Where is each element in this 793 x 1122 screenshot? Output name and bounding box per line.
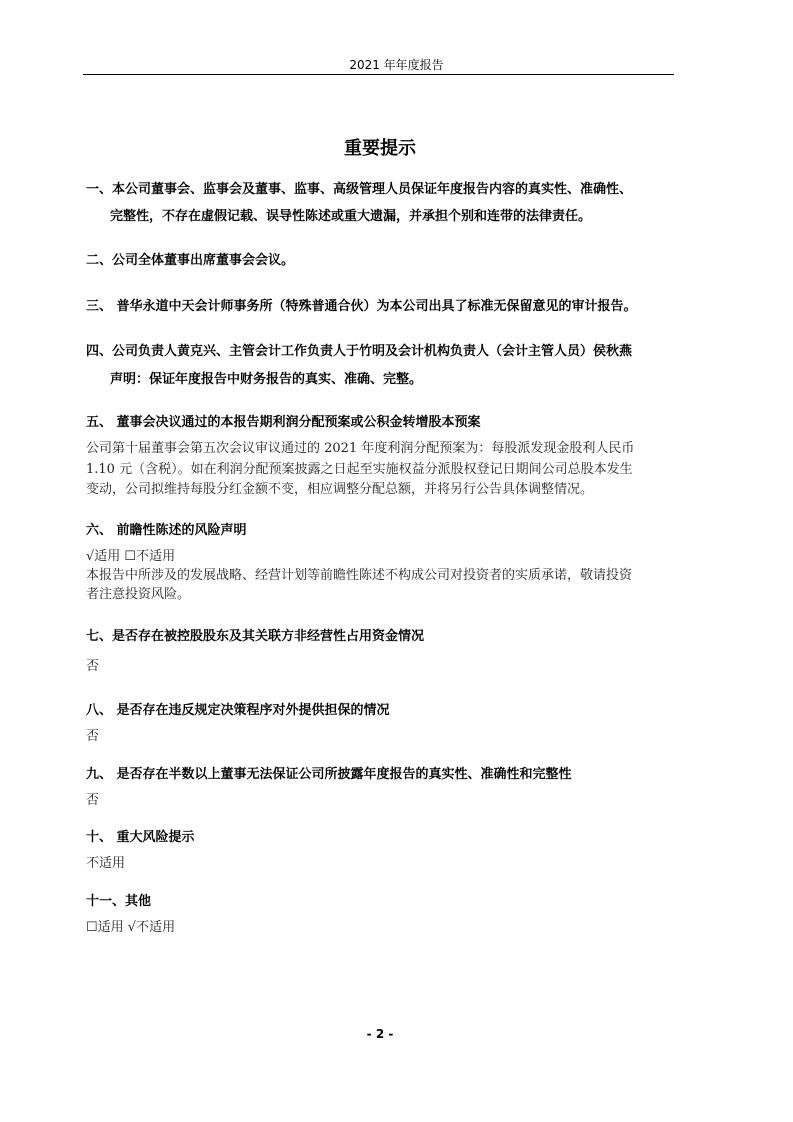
section-4-line-2: 声明：保证年度报告中财务报告的真实、准确、完整。 xyxy=(110,372,423,387)
section-8-heading: 八、 是否存在违反规定决策程序对外提供担保的情况 xyxy=(86,703,390,718)
section-8-answer: 否 xyxy=(86,729,100,744)
section-5-heading: 五、 董事会决议通过的本报告期利润分配预案或公积金转增股本预案 xyxy=(86,415,481,430)
section-2-text: 二、公司全体董事出席董事会会议。 xyxy=(86,253,295,268)
section-3-text: 三、 普华永道中天会计师事务所（特殊普通合伙）为本公司出具了标准无保留意见的审计报告。 xyxy=(86,299,637,314)
section-5-body-1: 公司第十届董事会第五次会议审议通过的 2021 年度利润分配预案为：每股派发现金股利人民币 xyxy=(86,441,635,456)
section-6-body-1: 本报告中所涉及的发展战略、经营计划等前瞻性陈述不构成公司对投资者的实质承诺，敬请投资 xyxy=(86,568,633,583)
section-1-line-1: 一、本公司董事会、监事会及董事、监事、高级管理人员保证年度报告内容的真实性、准确性、 xyxy=(86,182,633,197)
section-9-heading: 九、 是否存在半数以上董事无法保证公司所披露年度报告的真实性、准确性和完整性 xyxy=(86,767,572,782)
header-rule xyxy=(83,74,674,75)
section-10-answer: 不适用 xyxy=(86,856,126,871)
section-11-applicability: ☐适用 √不适用 xyxy=(86,920,176,935)
section-6-body-2: 者注意投资风险。 xyxy=(86,587,191,602)
page-header: 2021 年年度报告 xyxy=(349,58,444,72)
section-6-heading: 六、 前瞻性陈述的风险声明 xyxy=(86,523,247,538)
section-7-answer: 否 xyxy=(86,659,100,674)
section-5-body-2: 1.10 元（含税）。如在利润分配预案披露之日起至实施权益分派股权登记日期间公司总股本发生 xyxy=(86,462,633,477)
page-number: - 2 - xyxy=(366,1027,394,1041)
section-1-line-2: 完整性，不存在虚假记载、误导性陈述或重大遗漏，并承担个别和连带的法律责任。 xyxy=(110,209,592,224)
section-6-applicability: √适用 ☐不适用 xyxy=(86,549,176,564)
section-7-heading: 七、是否存在被控股股东及其关联方非经营性占用资金情况 xyxy=(86,629,425,644)
section-5-body-3: 变动，公司拟维持每股分红金额不变，相应调整分配总额，并将另行公告具体调整情况。 xyxy=(86,482,594,497)
section-9-answer: 否 xyxy=(86,793,100,808)
section-10-heading: 十、 重大风险提示 xyxy=(86,830,195,845)
section-4-line-1: 四、公司负责人黄克兴、主管会计工作负责人于竹明及会计机构负责人（会计主管人员）侯秋燕 xyxy=(86,344,633,359)
page-title: 重要提示 xyxy=(344,138,416,159)
section-11-heading: 十一、其他 xyxy=(86,894,152,909)
